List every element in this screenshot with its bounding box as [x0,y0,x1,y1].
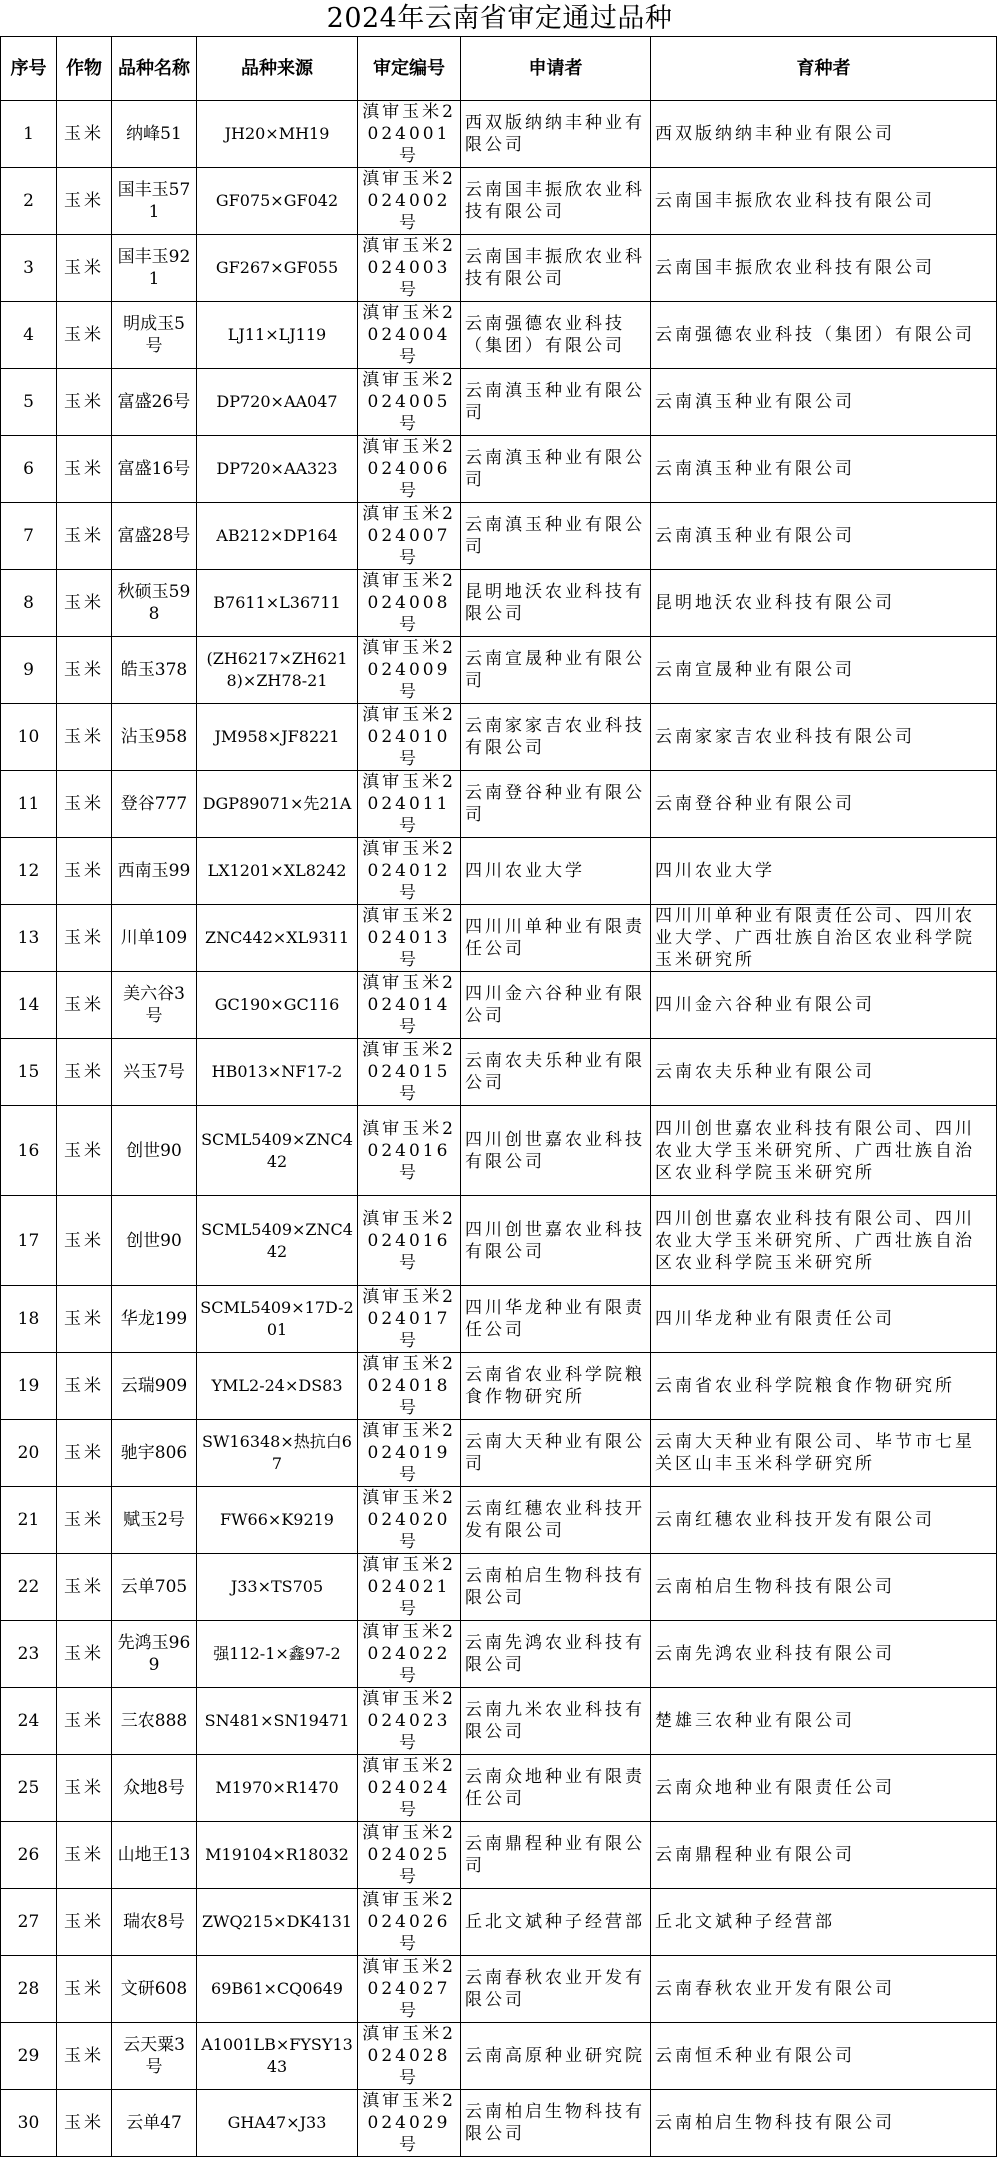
crop-cell: 玉米 [57,1755,112,1822]
row-number-cell: 21 [1,1487,57,1554]
applicant-cell: 云南强德农业科技（集团）有限公司 [461,302,651,369]
applicant-cell: 昆明地沃农业科技有限公司 [461,570,651,637]
breeder-cell: 云南滇玉种业有限公司 [651,369,997,436]
table-row [1,1286,997,1353]
variety-source-cell: GF267×GF055 [197,235,358,302]
breeder-cell: 云南鼎程种业有限公司 [651,1822,997,1889]
approval-code-cell: 滇审玉米2024016号 [358,1106,461,1196]
variety-name-cell: 云天粟3号 [112,2023,197,2090]
applicant-cell: 云南滇玉种业有限公司 [461,503,651,570]
crop-cell: 玉米 [57,503,112,570]
crop-cell: 玉米 [57,1420,112,1487]
crop-cell: 玉米 [57,1353,112,1420]
crop-cell: 玉米 [57,838,112,905]
table-row [1,838,997,905]
applicant-cell: 云南红穗农业科技开发有限公司 [461,1487,651,1554]
breeder-cell: 云南国丰振欣农业科技有限公司 [651,235,997,302]
breeder-cell: 西双版纳纳丰种业有限公司 [651,101,997,168]
row-number-cell: 8 [1,570,57,637]
table-row [1,1106,997,1196]
approval-code-cell: 滇审玉米2024004号 [358,302,461,369]
approval-code-cell: 滇审玉米2024023号 [358,1688,461,1755]
breeder-cell: 四川华龙种业有限责任公司 [651,1286,997,1353]
breeder-cell: 云南滇玉种业有限公司 [651,503,997,570]
variety-name-cell: 秋硕玉598 [112,570,197,637]
crop-cell: 玉米 [57,1487,112,1554]
row-number-cell: 26 [1,1822,57,1889]
variety-name-cell: 云瑞909 [112,1353,197,1420]
breeder-cell: 四川川单种业有限责任公司、四川农业大学、广西壮族自治区农业科学院玉米研究所 [651,905,997,972]
variety-name-cell: 文研608 [112,1956,197,2023]
variety-source-cell: FW66×K9219 [197,1487,358,1554]
applicant-cell: 四川创世嘉农业科技有限公司 [461,1106,651,1196]
variety-source-cell: GC190×GC116 [197,972,358,1039]
row-number-cell: 6 [1,436,57,503]
table-row [1,1688,997,1755]
applicant-cell: 四川金六谷种业有限公司 [461,972,651,1039]
breeder-cell: 楚雄三农种业有限公司 [651,1688,997,1755]
row-number-cell: 17 [1,1196,57,1286]
variety-source-cell: ZWQ215×DK4131 [197,1889,358,1956]
crop-cell: 玉米 [57,1621,112,1688]
applicant-cell: 云南春秋农业开发有限公司 [461,1956,651,2023]
variety-name-cell: 富盛16号 [112,436,197,503]
crop-cell: 玉米 [57,1822,112,1889]
table-row [1,235,997,302]
row-number-cell: 22 [1,1554,57,1621]
variety-name-cell: 瑞农8号 [112,1889,197,1956]
variety-source-cell: J33×TS705 [197,1554,358,1621]
variety-name-cell: 皓玉378 [112,637,197,704]
approval-code-cell: 滇审玉米2024029号 [358,2090,461,2157]
crop-cell: 玉米 [57,771,112,838]
page-title: 2024年云南省审定通过品种 [326,3,673,34]
variety-source-cell: M19104×R18032 [197,1822,358,1889]
variety-source-cell: LJ11×LJ119 [197,302,358,369]
table-row [1,1889,997,1956]
breeder-cell: 四川创世嘉农业科技有限公司、四川农业大学玉米研究所、广西壮族自治区农业科学院玉米研究所 [651,1106,997,1196]
variety-source-cell: JH20×MH19 [197,101,358,168]
crop-cell: 玉米 [57,1688,112,1755]
breeder-cell: 云南滇玉种业有限公司 [651,436,997,503]
table-row [1,302,997,369]
table-row [1,1420,997,1487]
approval-code-cell: 滇审玉米2024003号 [358,235,461,302]
row-number-cell: 11 [1,771,57,838]
table-row [1,2023,997,2090]
variety-source-cell: AB212×DP164 [197,503,358,570]
row-number-cell: 7 [1,503,57,570]
applicant-cell: 四川华龙种业有限责任公司 [461,1286,651,1353]
table-row [1,1554,997,1621]
approval-code-cell: 滇审玉米2024020号 [358,1487,461,1554]
row-number-cell: 2 [1,168,57,235]
table-row [1,637,997,704]
row-number-cell: 28 [1,1956,57,2023]
breeder-cell: 云南柏启生物科技有限公司 [651,1554,997,1621]
variety-source-cell: YML2-24×DS83 [197,1353,358,1420]
variety-source-cell: M1970×R1470 [197,1755,358,1822]
table-row [1,570,997,637]
row-number-cell: 14 [1,972,57,1039]
breeder-cell: 四川农业大学 [651,838,997,905]
crop-cell: 玉米 [57,101,112,168]
table-row [1,704,997,771]
crop-cell: 玉米 [57,1286,112,1353]
table-row [1,101,997,168]
header-cell: 申请者 [461,37,651,101]
variety-name-cell: 国丰玉921 [112,235,197,302]
variety-source-cell: SCML5409×17D-201 [197,1286,358,1353]
row-number-cell: 25 [1,1755,57,1822]
applicant-cell: 云南大天种业有限公司 [461,1420,651,1487]
crop-cell: 玉米 [57,369,112,436]
row-number-cell: 3 [1,235,57,302]
row-number-cell: 20 [1,1420,57,1487]
variety-name-cell: 登谷777 [112,771,197,838]
table-row [1,1822,997,1889]
variety-name-cell: 西南玉99 [112,838,197,905]
crop-cell: 玉米 [57,2090,112,2157]
crop-cell: 玉米 [57,1039,112,1106]
crop-cell: 玉米 [57,905,112,972]
table-row [1,2090,997,2157]
table-header-row [1,37,997,101]
variety-name-cell: 兴玉7号 [112,1039,197,1106]
row-number-cell: 12 [1,838,57,905]
approval-code-cell: 滇审玉米2024027号 [358,1956,461,2023]
crop-cell: 玉米 [57,972,112,1039]
breeder-cell: 四川创世嘉农业科技有限公司、四川农业大学玉米研究所、广西壮族自治区农业科学院玉米研究所 [651,1196,997,1286]
variety-name-cell: 美六谷3号 [112,972,197,1039]
breeder-cell: 云南柏启生物科技有限公司 [651,2090,997,2157]
breeder-cell: 丘北文斌种子经营部 [651,1889,997,1956]
row-number-cell: 19 [1,1353,57,1420]
variety-source-cell: SCML5409×ZNC442 [197,1106,358,1196]
variety-source-cell: DP720×AA323 [197,436,358,503]
applicant-cell: 四川农业大学 [461,838,651,905]
applicant-cell: 云南滇玉种业有限公司 [461,436,651,503]
table-row [1,1621,997,1688]
table-row [1,905,997,972]
applicant-cell: 云南柏启生物科技有限公司 [461,1554,651,1621]
variety-source-cell: B7611×L36711 [197,570,358,637]
approval-code-cell: 滇审玉米2024008号 [358,570,461,637]
breeder-cell: 云南省农业科学院粮食作物研究所 [651,1353,997,1420]
variety-name-cell: 三农888 [112,1688,197,1755]
row-number-cell: 27 [1,1889,57,1956]
applicant-cell: 丘北文斌种子经营部 [461,1889,651,1956]
approval-code-cell: 滇审玉米2024006号 [358,436,461,503]
row-number-cell: 29 [1,2023,57,2090]
applicant-cell: 四川创世嘉农业科技有限公司 [461,1196,651,1286]
table-row [1,1487,997,1554]
applicant-cell: 云南宣晟种业有限公司 [461,637,651,704]
approval-code-cell: 滇审玉米2024022号 [358,1621,461,1688]
variety-name-cell: 沾玉958 [112,704,197,771]
crop-cell: 玉米 [57,1554,112,1621]
approval-code-cell: 滇审玉米2024026号 [358,1889,461,1956]
approval-code-cell: 滇审玉米2024009号 [358,637,461,704]
approval-code-cell: 滇审玉米2024013号 [358,905,461,972]
breeder-cell: 云南众地种业有限责任公司 [651,1755,997,1822]
applicant-cell: 云南众地种业有限责任公司 [461,1755,651,1822]
variety-source-cell: 69B61×CQ0649 [197,1956,358,2023]
approval-code-cell: 滇审玉米2024002号 [358,168,461,235]
breeder-cell: 四川金六谷种业有限公司 [651,972,997,1039]
approval-code-cell: 滇审玉米2024019号 [358,1420,461,1487]
header-cell: 审定编号 [358,37,461,101]
approval-code-cell: 滇审玉米2024014号 [358,972,461,1039]
applicant-cell: 云南家家吉农业科技有限公司 [461,704,651,771]
variety-name-cell: 赋玉2号 [112,1487,197,1554]
variety-source-cell: DP720×AA047 [197,369,358,436]
variety-name-cell: 国丰玉571 [112,168,197,235]
breeder-cell: 云南家家吉农业科技有限公司 [651,704,997,771]
breeder-cell: 云南宣晟种业有限公司 [651,637,997,704]
variety-name-cell: 山地王13 [112,1822,197,1889]
breeder-cell: 云南春秋农业开发有限公司 [651,1956,997,2023]
applicant-cell: 云南先鸿农业科技有限公司 [461,1621,651,1688]
header-cell: 作物 [57,37,112,101]
table-row [1,771,997,838]
variety-name-cell: 富盛28号 [112,503,197,570]
approval-code-cell: 滇审玉米2024010号 [358,704,461,771]
variety-source-cell: GHA47×J33 [197,2090,358,2157]
applicant-cell: 云南柏启生物科技有限公司 [461,2090,651,2157]
variety-source-cell: SW16348×热抗白67 [197,1420,358,1487]
crop-cell: 玉米 [57,1956,112,2023]
applicant-cell: 云南国丰振欣农业科技有限公司 [461,168,651,235]
applicant-cell: 云南鼎程种业有限公司 [461,1822,651,1889]
breeder-cell: 昆明地沃农业科技有限公司 [651,570,997,637]
applicant-cell: 云南九米农业科技有限公司 [461,1688,651,1755]
variety-source-cell: (ZH6217×ZH6218)×ZH78-21 [197,637,358,704]
applicant-cell: 云南省农业科学院粮食作物研究所 [461,1353,651,1420]
applicant-cell: 西双版纳纳丰种业有限公司 [461,101,651,168]
approval-code-cell: 滇审玉米2024028号 [358,2023,461,2090]
variety-source-cell: 强112-1×鑫97-2 [197,1621,358,1688]
row-number-cell: 18 [1,1286,57,1353]
crop-cell: 玉米 [57,1196,112,1286]
row-number-cell: 10 [1,704,57,771]
variety-source-cell: SN481×SN19471 [197,1688,358,1755]
crop-cell: 玉米 [57,637,112,704]
crop-cell: 玉米 [57,570,112,637]
variety-name-cell: 富盛26号 [112,369,197,436]
crop-cell: 玉米 [57,704,112,771]
variety-name-cell: 明成玉5号 [112,302,197,369]
approval-code-cell: 滇审玉米2024021号 [358,1554,461,1621]
row-number-cell: 9 [1,637,57,704]
row-number-cell: 16 [1,1106,57,1196]
breeder-cell: 云南登谷种业有限公司 [651,771,997,838]
applicant-cell: 四川川单种业有限责任公司 [461,905,651,972]
approval-code-cell: 滇审玉米2024011号 [358,771,461,838]
variety-name-cell: 云单705 [112,1554,197,1621]
table-row [1,369,997,436]
breeder-cell: 云南红穗农业科技开发有限公司 [651,1487,997,1554]
row-number-cell: 1 [1,101,57,168]
header-cell: 品种来源 [197,37,358,101]
variety-name-cell: 川单109 [112,905,197,972]
breeder-cell: 云南恒禾种业有限公司 [651,2023,997,2090]
row-number-cell: 30 [1,2090,57,2157]
variety-source-cell: GF075×GF042 [197,168,358,235]
breeder-cell: 云南先鸿农业科技有限公司 [651,1621,997,1688]
variety-name-cell: 创世90 [112,1196,197,1286]
header-cell: 序号 [1,37,57,101]
breeder-cell: 云南国丰振欣农业科技有限公司 [651,168,997,235]
approval-code-cell: 滇审玉米2024017号 [358,1286,461,1353]
applicant-cell: 云南国丰振欣农业科技有限公司 [461,235,651,302]
variety-source-cell: HB013×NF17-2 [197,1039,358,1106]
crop-cell: 玉米 [57,168,112,235]
variety-source-cell: LX1201×XL8242 [197,838,358,905]
approval-code-cell: 滇审玉米2024015号 [358,1039,461,1106]
variety-name-cell: 众地8号 [112,1755,197,1822]
table-row [1,503,997,570]
approval-code-cell: 滇审玉米2024001号 [358,101,461,168]
row-number-cell: 23 [1,1621,57,1688]
variety-source-cell: DGP89071×先21A [197,771,358,838]
crop-cell: 玉米 [57,1106,112,1196]
row-number-cell: 24 [1,1688,57,1755]
approval-code-cell: 滇审玉米2024005号 [358,369,461,436]
crop-cell: 玉米 [57,2023,112,2090]
approval-code-cell: 滇审玉米2024025号 [358,1822,461,1889]
approval-code-cell: 滇审玉米2024012号 [358,838,461,905]
applicant-cell: 云南滇玉种业有限公司 [461,369,651,436]
approval-code-cell: 滇审玉米2024007号 [358,503,461,570]
variety-source-cell: SCML5409×ZNC442 [197,1196,358,1286]
table-row [1,168,997,235]
table-row [1,1039,997,1106]
variety-source-cell: ZNC442×XL9311 [197,905,358,972]
variety-name-cell: 先鸿玉969 [112,1621,197,1688]
row-number-cell: 4 [1,302,57,369]
crop-cell: 玉米 [57,1889,112,1956]
header-cell: 品种名称 [112,37,197,101]
header-cell: 育种者 [651,37,997,101]
varieties-table [0,36,997,2157]
applicant-cell: 云南登谷种业有限公司 [461,771,651,838]
row-number-cell: 15 [1,1039,57,1106]
table-row [1,1755,997,1822]
approval-code-cell: 滇审玉米2024024号 [358,1755,461,1822]
table-row [1,1196,997,1286]
variety-name-cell: 云单47 [112,2090,197,2157]
variety-name-cell: 驰宇806 [112,1420,197,1487]
breeder-cell: 云南农夫乐种业有限公司 [651,1039,997,1106]
variety-source-cell: JM958×JF8221 [197,704,358,771]
table-row [1,436,997,503]
crop-cell: 玉米 [57,235,112,302]
applicant-cell: 云南农夫乐种业有限公司 [461,1039,651,1106]
row-number-cell: 13 [1,905,57,972]
table-row [1,1353,997,1420]
approval-code-cell: 滇审玉米2024018号 [358,1353,461,1420]
crop-cell: 玉米 [57,302,112,369]
applicant-cell: 云南高原种业研究院 [461,2023,651,2090]
breeder-cell: 云南大天种业有限公司、毕节市七星关区山丰玉米科学研究所 [651,1420,997,1487]
breeder-cell: 云南强德农业科技（集团）有限公司 [651,302,997,369]
table-row [1,1956,997,2023]
variety-name-cell: 纳峰51 [112,101,197,168]
row-number-cell: 5 [1,369,57,436]
approval-code-cell: 滇审玉米2024016号 [358,1196,461,1286]
table-row [1,972,997,1039]
variety-source-cell: A1001LB×FYSY1343 [197,2023,358,2090]
crop-cell: 玉米 [57,436,112,503]
variety-name-cell: 创世90 [112,1106,197,1196]
variety-name-cell: 华龙199 [112,1286,197,1353]
